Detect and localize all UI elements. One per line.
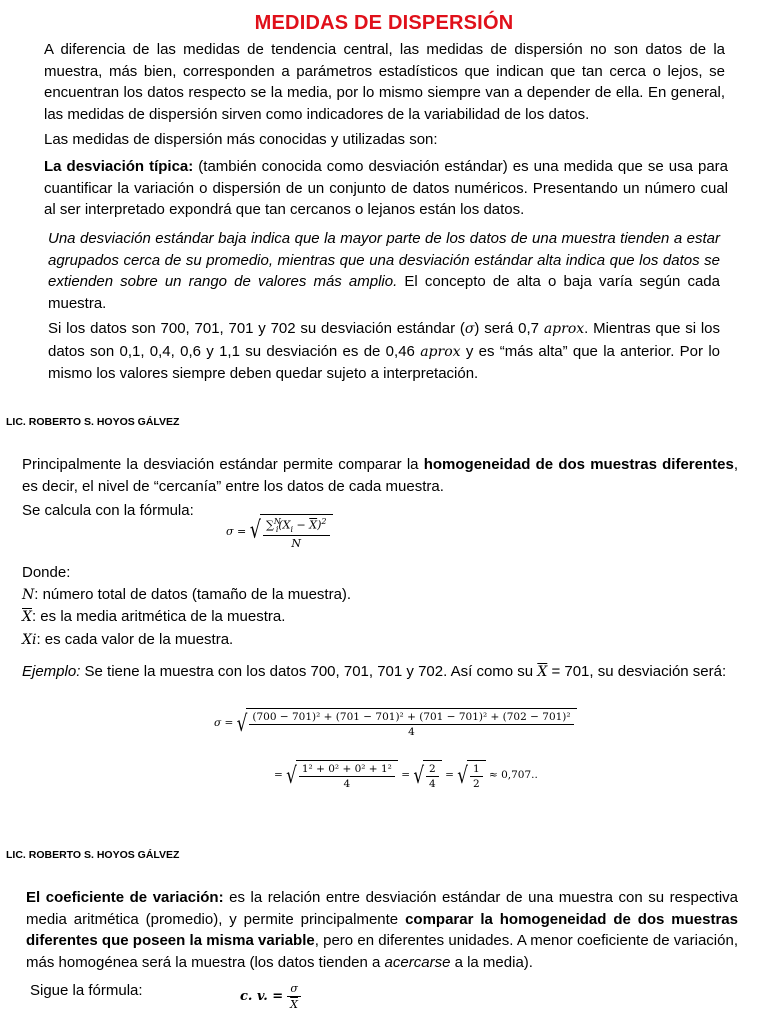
- sigma-symbol: σ: [464, 321, 475, 337]
- xbar-symbol: $\overline{X}$: [22, 609, 32, 625]
- example-part1: Se tiene la muestra con los datos 700, 701, 701 y 702. Así como su: [80, 663, 538, 680]
- sum-sub: i: [275, 524, 279, 534]
- homogeneity-bold: homogeneidad de dos muestras diferentes: [423, 456, 734, 473]
- cv-italic: acercarse: [384, 953, 451, 971]
- num-xbar: $\overline{X}$: [309, 518, 318, 532]
- example-part2: = 701, su desviación será:: [547, 663, 727, 680]
- std-dev-example-part2: ) será 0,7: [474, 320, 544, 337]
- cv-formula-num: σ: [287, 982, 301, 997]
- where-n: [22, 584, 522, 607]
- example-line2-eq3: =: [445, 769, 454, 781]
- example-line2-sqrt1: [286, 760, 398, 790]
- sum-sup: N: [273, 517, 281, 526]
- sqrt-icon: √: [249, 517, 261, 545]
- sqrt-icon: √: [413, 760, 425, 788]
- cv-formula-intro: Sigue la fórmula:: [30, 982, 143, 999]
- num-pow: 2: [321, 517, 327, 526]
- cv-formula-fraction: [287, 982, 301, 1011]
- example-line2-result: ≈ 0,707..: [488, 769, 538, 781]
- xi-text: : es cada valor de la muestra.: [36, 630, 234, 648]
- example-frac2-den: 4: [429, 778, 436, 790]
- std-dev-term: La desviación típica:: [44, 158, 194, 175]
- cv-term: El coeficiente de variación:: [26, 889, 224, 906]
- intro-paragraph: A diferencia de las medidas de tendencia central, las medidas de dispersión no son datos de la muestra, más bien, corresponden a parámetros estadísticos que indican que tan cerca o lejos, se encuentran los datos respecto se la media, por lo mismo siempre van a depender de ella. En general, las medidas de dispersión sirven como indicadores de la variabilidad de los datos.: [44, 41, 725, 123]
- cv-part2: , pero en diferentes unidades. A menor coeficiente de variación, más homogénea será la muestra (los datos tienden a: [26, 932, 738, 971]
- example-label: Ejemplo:: [22, 663, 81, 680]
- example-frac2-num: 2: [426, 763, 439, 777]
- std-dev-example-part1: Si los datos son 700, 701, 701 y 702 su desviación estándar (: [48, 320, 465, 337]
- n-text: : número total de datos (tamaño de la muestra).: [34, 585, 352, 603]
- std-dev-definition: [44, 156, 728, 221]
- cv-formula-lhs: c. v. =: [240, 989, 284, 1004]
- example-paragraph: [22, 661, 738, 684]
- where-xi: [22, 629, 522, 652]
- sqrt-icon: √: [236, 708, 248, 736]
- example-line2-eq2: =: [401, 769, 410, 781]
- example-line2-numerator: 1² + 0² + 0² + 1²: [299, 763, 395, 777]
- homogeneity-paragraph: [22, 454, 738, 497]
- homogeneity-part2: , es decir, el nivel de “cercanía” entre los datos de cada muestra.: [22, 456, 738, 495]
- example-line2-denominator: 4: [343, 778, 351, 790]
- formula-sqrt: [250, 514, 333, 550]
- example-line1-sqrt: [237, 708, 577, 738]
- example-line2-eq: =: [274, 769, 283, 781]
- where-title: Donde:: [22, 564, 71, 581]
- formula-denominator: N: [291, 536, 302, 550]
- std-dev-definition-text: (también conocida como desviación estándar) es una medida que se usa para cuantificar la variación o dispersión de un conjunto de datos numéricos. Presentando un número cual al ser interpretado expondrá que tan cercanos o lejanos están los datos.: [44, 158, 729, 218]
- cv-formula-den: X: [290, 998, 298, 1011]
- num-close: ): [317, 518, 322, 532]
- std-dev-interpretation: [48, 228, 720, 314]
- footer-author-2: LIC. ROBERTO S. HOYOS GÁLVEZ: [6, 849, 180, 861]
- std-dev-example-part3: . Mientras que si los datos son 0,1, 0,4, 0,6 y 1,1 su desviación es de 0,46: [48, 320, 721, 360]
- example-formula-line1: [214, 708, 577, 738]
- example-frac3-num: 1: [470, 763, 483, 777]
- cv-part3: a la media).: [450, 953, 533, 971]
- example-frac3-den: 2: [472, 778, 480, 790]
- cv-part1: es la relación entre desviación estándar de una muestra con su respectiva media aritmética (promedio), y permite principalmente: [26, 889, 738, 928]
- cv-formula: [240, 982, 301, 1011]
- page-title: MEDIDAS DE DISPERSIÓN: [254, 12, 514, 34]
- std-dev-italic-text: Una desviación estándar baja indica que la mayor parte de los datos de una muestra tienden a estar agrupados cerca de su promedio, mientras que una desviación estándar alta indica que los datos se extienden sobre un rango de valores más amplio.: [48, 230, 720, 290]
- num-minus: −: [293, 518, 310, 532]
- known-measures-paragraph: Las medidas de dispersión más conocidas y utilizadas son:: [44, 131, 438, 148]
- sum-symbol: ∑: [265, 518, 274, 532]
- n-symbol: N: [22, 586, 35, 603]
- aprox-symbol-2: aprox: [420, 343, 461, 360]
- std-dev-after-italic: El concepto de alta o baja varía según cada muestra.: [48, 273, 720, 312]
- where-block: [22, 562, 522, 651]
- aprox-symbol-1: aprox: [543, 321, 585, 337]
- footer-author: LIC. ROBERTO S. HOYOS GÁLVEZ: [6, 416, 180, 428]
- example-line2-sqrt3: [457, 760, 485, 790]
- example-xbar: $\overline{X}$: [537, 664, 548, 680]
- xbar-text: : es la media aritmética de la muestra.: [31, 608, 286, 625]
- num-sub-i: i: [290, 524, 294, 534]
- homogeneity-part1: Principalmente la desviación estándar permite comparar la: [22, 456, 424, 473]
- cv-bold: comparar la homogeneidad de dos muestras diferentes que poseen la misma variable: [26, 910, 738, 949]
- example-line2-sqrt2: [413, 760, 441, 790]
- std-dev-formula: [226, 514, 333, 550]
- example-line1-lhs: σ =: [214, 717, 234, 729]
- example-line1-numerator: (700 − 701)² + (701 − 701)² + (701 − 701)² + (702 − 701)²: [249, 711, 573, 725]
- example-formula-line2: [274, 760, 538, 790]
- std-dev-example: [48, 318, 720, 385]
- where-xbar: [22, 606, 522, 629]
- sqrt-icon: √: [286, 760, 297, 788]
- sqrt-icon: √: [457, 760, 468, 788]
- formula-lhs: σ =: [226, 524, 247, 538]
- cv-paragraph: [26, 887, 738, 973]
- std-dev-example-part4: y es “más alta” que la anterior. Por lo mismo los valores siempre deben quedar sujeto a interpretación.: [48, 342, 721, 382]
- formula-intro: Se calcula con la fórmula:: [22, 502, 194, 519]
- num-body: (X: [278, 518, 291, 532]
- xi-symbol: Xi: [22, 631, 37, 648]
- example-line1-denominator: 4: [408, 726, 415, 738]
